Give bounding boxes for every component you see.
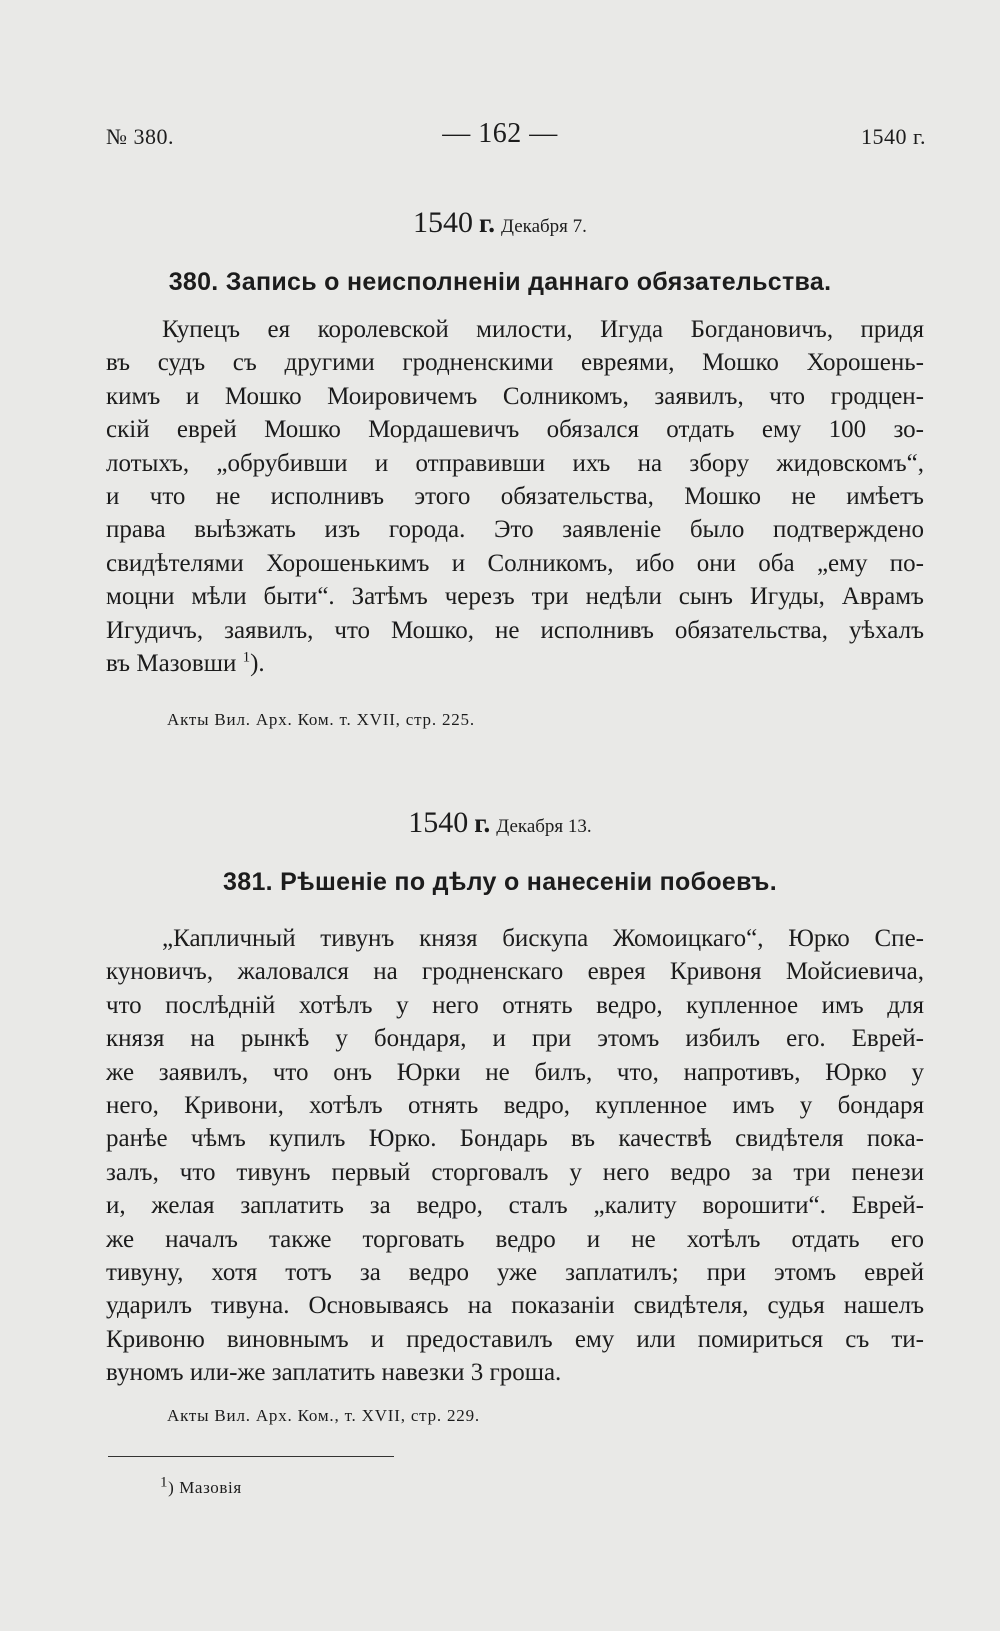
doc380-day: Декабря 7. [501,216,587,237]
doc380-line: въ судъ съ другими гродненскими евреями, Мошко Хорошень- [106,349,924,377]
doc380-line: права выѣзжать изъ города. Это заявленіе было подтверждено [106,516,924,544]
doc380-line: свидѣтелями Хорошенькимъ и Солникомъ, ибо они оба „ему по- [106,549,924,577]
footnote-divider [108,1456,394,1457]
doc381-source: Акты Вил. Арх. Ком., т. XVII, стр. 229. [167,1406,480,1425]
doc381-line: куновичъ, жаловался на гродненскаго еврея Кривоня Мойсиевича, [106,958,924,986]
doc381-year: 1540 [408,806,469,839]
doc381-line: же заявилъ, что онъ Юрки не билъ, что, напротивъ, Юрко у [106,1058,924,1086]
footnote-reference: 1 [242,649,251,666]
doc381-line: Кривоню виновнымъ и предоставилъ ему или помириться съ ти- [106,1325,924,1353]
doc380-line: лотыхъ, „обрубивши и отправивши ихъ на збору жидовскомъ“, [106,449,924,477]
doc381-line: и, желая заплатить за ведро, сталъ „калиту ворошити“. Еврей- [106,1192,924,1220]
doc381-line: ранѣе чѣмъ купилъ Юрко. Бондарь въ качествѣ свидѣтеля пока- [106,1125,924,1153]
doc381-line: князя на рынкѣ у бондаря, и при этомъ избилъ его. Еврей- [106,1025,924,1053]
doc380-line: кимъ и Мошко Моировичемъ Солникомъ, заявилъ, что гродцен- [106,382,924,410]
doc380-line: моцни мѣли быти“. Затѣмъ черезъ три недѣли сынъ Игуды, Аврамъ [106,583,924,611]
doc380-year: 1540 [413,206,474,239]
doc380-line: Купецъ ея королевской милости, Игуда Богдановичъ, придя [162,316,924,343]
footnote-text: ) Мазовія [168,1478,242,1497]
doc380-line: и что не исполнивъ этого обязательства, Мошко не имѣетъ [106,483,924,511]
doc381-line: „Капличный тивунъ князя бискупа Жомоицкаго“, Юрко Спе- [162,925,924,952]
doc381-line: тивуну, хотя тотъ за ведро уже заплатилъ; при этомъ еврей [106,1259,924,1287]
doc380-source: Акты Вил. Арх. Ком. т. XVII, стр. 225. [167,710,475,729]
doc380-date [0,206,1000,240]
footnote [160,1474,242,1498]
doc381-year-suffix: г. [474,808,491,838]
doc380-last-line [106,647,924,680]
doc380-title: 380. Запись о неисполненіи даннаго обязательства. [168,268,832,296]
doc380-year-suffix: г. [479,208,496,238]
doc380-line: въ Мазовши [106,650,237,678]
doc381-date [0,806,1000,840]
doc381-title: 381. Рѣшеніе по дѣлу о нанесеніи побоевъ. [223,868,777,896]
page-header-doc-number: № 380. [106,124,174,149]
doc380-line-tail: ). [250,650,265,678]
footnote-mark: 1 [160,1474,169,1491]
doc381-line: вуномъ или-же заплатить навезки 3 гроша. [106,1359,562,1387]
doc381-line: же началъ также торговать ведро и не хотѣлъ отдать его [106,1225,924,1253]
doc380-body [106,313,924,680]
page-header-year: 1540 г. [860,124,926,149]
doc381-line: что послѣдній хотѣлъ у него отнять ведро, купленное имъ для [106,991,924,1019]
doc381-line: ударилъ тивуна. Основываясь на показаніи свидѣтеля, судья нашелъ [106,1292,924,1320]
doc380-line: Игудичъ, заявилъ, что Мошко, не исполнивъ обязательства, уѣхалъ [106,616,924,644]
doc380-line: скій еврей Мошко Мордашевичъ обязался отдать ему 100 зо- [106,416,924,444]
doc381-body [106,922,924,1390]
page-number: — 162 — [442,118,558,149]
doc381-line: залъ, что тивунъ первый сторговалъ у него ведро за три пенези [106,1158,924,1186]
doc381-line: него, Кривони, хотѣлъ отнять ведро, купленное имъ у бондаря [106,1092,924,1120]
doc381-day: Декабря 13. [496,816,592,837]
